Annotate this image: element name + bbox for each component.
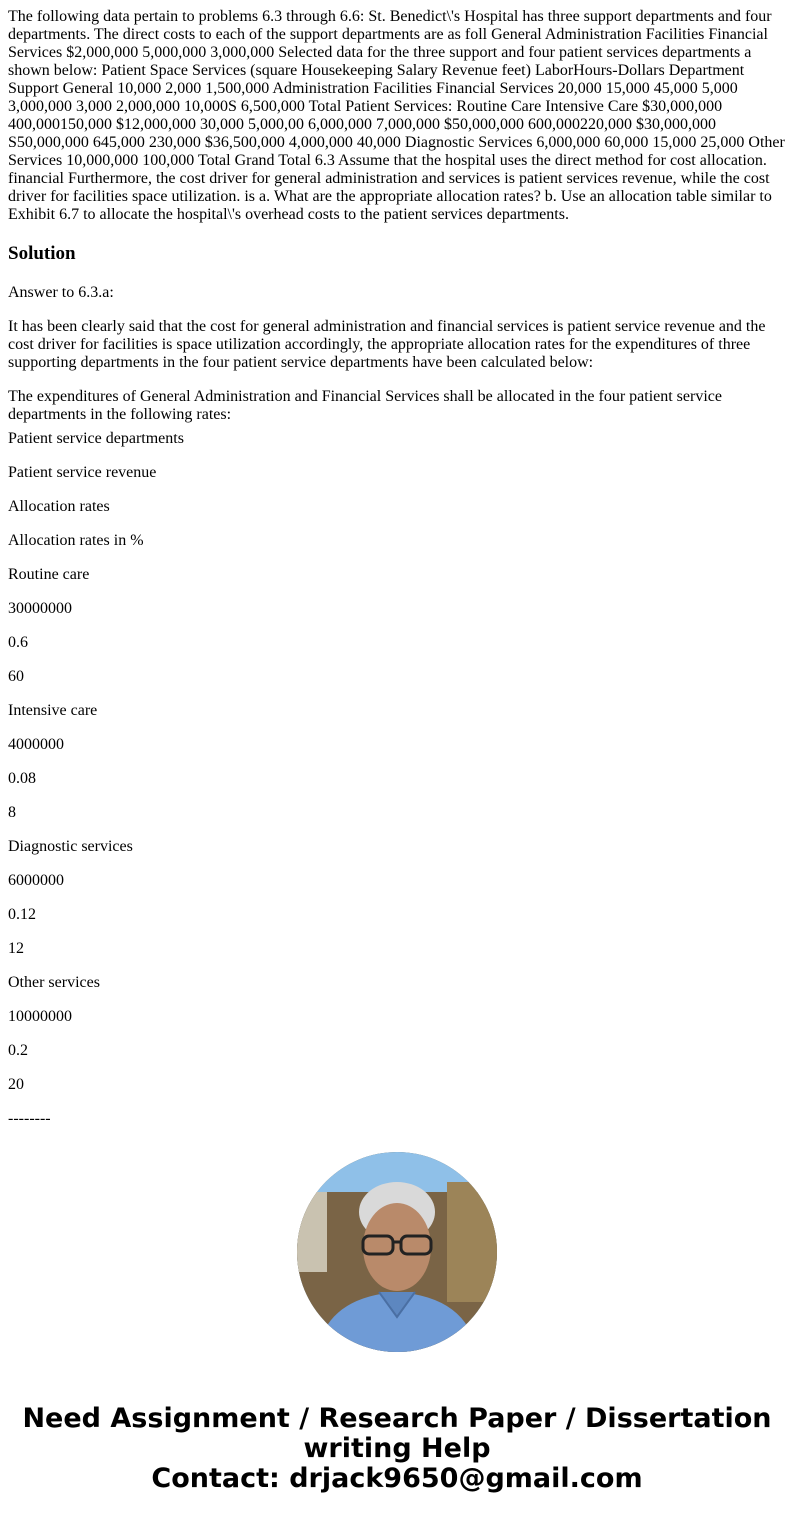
rates-intro-paragraph: The expenditures of General Administration and Financial Services shall be allocated in the four patient service departments in the following rates: — [8, 388, 722, 423]
allocation-table — [8, 430, 786, 1130]
answer-label: Answer to 6.3.a: — [8, 284, 114, 301]
table-cell: 20 — [8, 1076, 24, 1093]
promo-line: writing Help — [303, 1433, 491, 1464]
table-cell: Other services — [8, 974, 100, 991]
explanation-paragraph: It has been clearly said that the cost for general administration and financial services is patient service revenue and the cost driver for facilities is space utilization accordingly, the appropriate allocation rates for the expenditures of three supporting departments in the four patient service departments have been calculated below: — [8, 318, 766, 371]
table-cell: 60 — [8, 668, 24, 685]
table-cell: Intensive care — [8, 702, 98, 719]
promo-line: Need Assignment / Research Paper / Dissertation — [22, 1403, 772, 1434]
table-cell: 10000000 — [8, 1008, 72, 1025]
table-cell: Routine care — [8, 566, 90, 583]
avatar — [297, 1152, 497, 1352]
table-cell: 0.2 — [8, 1042, 28, 1059]
table-cell: 0.08 — [8, 770, 36, 787]
person-portrait-icon — [297, 1152, 497, 1352]
promo-contact: Contact: drjack9650@gmail.com — [151, 1463, 643, 1494]
table-cell: 4000000 — [8, 736, 64, 753]
table-header-revenue: Patient service revenue — [8, 464, 157, 481]
table-cell: Diagnostic services — [8, 838, 133, 855]
table-cell: 0.12 — [8, 906, 36, 923]
cut-off-divider: -------- — [8, 1110, 51, 1127]
table-cell: 6000000 — [8, 872, 64, 889]
solution-heading: Solution — [8, 243, 76, 264]
table-cell: 0.6 — [8, 634, 28, 651]
promo-banner — [0, 1152, 794, 1494]
table-cell: 8 — [8, 804, 16, 821]
promo-text — [0, 1404, 794, 1494]
document-body — [8, 8, 786, 424]
table-cell: 30000000 — [8, 600, 72, 617]
table-header-department: Patient service departments — [8, 430, 184, 447]
table-header-rate-percent: Allocation rates in % — [8, 532, 144, 549]
table-cell: 12 — [8, 940, 24, 957]
table-header-rate: Allocation rates — [8, 498, 110, 515]
problem-statement: The following data pertain to problems 6.3 through 6.6: St. Benedict\'s Hospital has three support departments and four departments. The direct costs to each of the support departments are as foll General Administration Facilities Financial Services $2,000,000 5,000,000 3,000,000 Selected data for the three support and four patient services departments a shown below: Patient Space Services (square Housekeeping Salary Revenue feet) LaborHours-Dollars Department Support General 10,000 2,000 1,500,000 Administration Facilities Financial Services 20,000 15,000 45,000 5,000 3,000,000 3,000 2,000,000 10,000S 6,500,000 Total Patient Services: Routine Care Intensive Care $30,000,000 400,000150,000 $12,000,000 30,000 5,000,00 6,000,000 7,000,000 $50,000,000 600,000220,000 $30,000,000 S50,000,000 645,000 230,000 $36,500,000 4,000,000 40,000 Diagnostic Services 6,000,000 60,000 15,000 25,000 Other Services 10,000,000 100,000 Total Grand Total 6.3 Assume that the hospital uses the direct method for cost allocation. financial Furthermore, the cost driver for general administration and services is patient services revenue, while the cost driver for facilities space utilization. is a. What are the appropriate allocation rates? b. Use an allocation table similar to Exhibit 6.7 to allocate the hospital\'s overhead costs to the patient services departments. — [8, 8, 785, 223]
